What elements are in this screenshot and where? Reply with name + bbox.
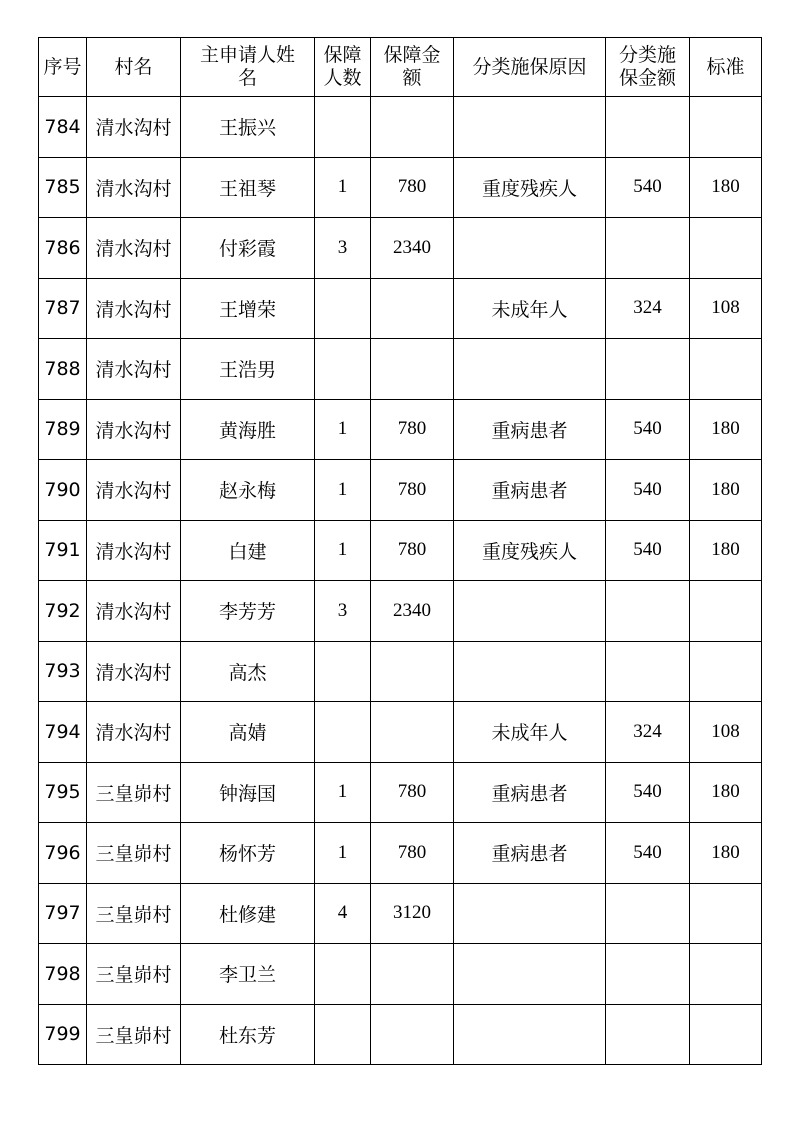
- table-row: [39, 399, 762, 460]
- cell-standard: 180: [690, 399, 762, 460]
- cell-category-amount: 324: [606, 278, 690, 339]
- cell-village: 清水沟村: [87, 581, 181, 642]
- cell-standard: [690, 883, 762, 944]
- cell-category-amount: [606, 218, 690, 279]
- cell-standard: 108: [690, 702, 762, 763]
- cell-standard: 180: [690, 762, 762, 823]
- cell-category-reason: 未成年人: [454, 702, 606, 763]
- table-row: [39, 520, 762, 581]
- cell-seq: 789: [39, 399, 87, 460]
- cell-amount: 3120: [371, 883, 454, 944]
- table-row: [39, 641, 762, 702]
- cell-seq: 786: [39, 218, 87, 279]
- cell-amount: [371, 702, 454, 763]
- cell-village: 三皇峁村: [87, 823, 181, 884]
- cell-category-reason: [454, 944, 606, 1005]
- cell-amount: 780: [371, 399, 454, 460]
- cell-category-amount: [606, 581, 690, 642]
- table-row: [39, 218, 762, 279]
- cell-amount: 780: [371, 157, 454, 218]
- table-row: [39, 1004, 762, 1065]
- table-row: [39, 702, 762, 763]
- cell-people-count: [315, 702, 371, 763]
- cell-applicant-name: 白建: [181, 520, 315, 581]
- cell-seq: 795: [39, 762, 87, 823]
- cell-people-count: 1: [315, 762, 371, 823]
- cell-village: 三皇峁村: [87, 762, 181, 823]
- cell-category-amount: [606, 641, 690, 702]
- cell-village: 清水沟村: [87, 97, 181, 158]
- cell-category-reason: [454, 339, 606, 400]
- cell-village: 三皇峁村: [87, 1004, 181, 1065]
- table-row: [39, 883, 762, 944]
- cell-amount: 780: [371, 762, 454, 823]
- cell-village: 清水沟村: [87, 460, 181, 521]
- cell-applicant-name: 王振兴: [181, 97, 315, 158]
- table-row: [39, 157, 762, 218]
- cell-seq: 796: [39, 823, 87, 884]
- cell-people-count: 4: [315, 883, 371, 944]
- header-applicant: 主申请人姓名: [181, 38, 315, 97]
- cell-applicant-name: 高杰: [181, 641, 315, 702]
- cell-people-count: 1: [315, 399, 371, 460]
- cell-amount: [371, 1004, 454, 1065]
- cell-category-reason: [454, 581, 606, 642]
- cell-category-reason: 重病患者: [454, 823, 606, 884]
- cell-village: 清水沟村: [87, 399, 181, 460]
- cell-village: 清水沟村: [87, 520, 181, 581]
- cell-category-amount: [606, 944, 690, 1005]
- cell-category-reason: [454, 1004, 606, 1065]
- header-class-amount: 分类施保金额: [606, 38, 690, 97]
- cell-amount: 780: [371, 460, 454, 521]
- cell-seq: 784: [39, 97, 87, 158]
- cell-amount: [371, 339, 454, 400]
- cell-category-amount: 540: [606, 460, 690, 521]
- cell-category-amount: 540: [606, 520, 690, 581]
- cell-village: 清水沟村: [87, 278, 181, 339]
- cell-seq: 792: [39, 581, 87, 642]
- cell-amount: [371, 97, 454, 158]
- cell-standard: [690, 218, 762, 279]
- header-reason: 分类施保原因: [454, 38, 606, 97]
- cell-seq: 788: [39, 339, 87, 400]
- table-row: [39, 278, 762, 339]
- cell-people-count: 3: [315, 218, 371, 279]
- cell-people-count: [315, 97, 371, 158]
- cell-category-amount: [606, 1004, 690, 1065]
- cell-people-count: [315, 641, 371, 702]
- cell-standard: [690, 944, 762, 1005]
- cell-amount: 2340: [371, 218, 454, 279]
- cell-applicant-name: 高婧: [181, 702, 315, 763]
- cell-category-reason: 重病患者: [454, 460, 606, 521]
- cell-category-reason: [454, 97, 606, 158]
- table-row: [39, 944, 762, 1005]
- cell-people-count: 1: [315, 823, 371, 884]
- cell-people-count: [315, 944, 371, 1005]
- cell-category-amount: 540: [606, 157, 690, 218]
- cell-category-amount: 324: [606, 702, 690, 763]
- cell-amount: 780: [371, 520, 454, 581]
- header-village: 村名: [87, 38, 181, 97]
- cell-seq: 785: [39, 157, 87, 218]
- cell-category-reason: 重病患者: [454, 762, 606, 823]
- cell-people-count: 1: [315, 520, 371, 581]
- cell-standard: [690, 339, 762, 400]
- cell-applicant-name: 杨怀芳: [181, 823, 315, 884]
- cell-standard: [690, 97, 762, 158]
- cell-category-amount: 540: [606, 399, 690, 460]
- cell-seq: 787: [39, 278, 87, 339]
- cell-seq: 790: [39, 460, 87, 521]
- cell-amount: [371, 278, 454, 339]
- cell-category-amount: 540: [606, 762, 690, 823]
- cell-seq: 798: [39, 944, 87, 1005]
- cell-standard: [690, 581, 762, 642]
- table-row: [39, 97, 762, 158]
- table-body: [39, 97, 762, 1065]
- cell-village: 清水沟村: [87, 218, 181, 279]
- cell-seq: 793: [39, 641, 87, 702]
- table-row: [39, 460, 762, 521]
- cell-seq: 797: [39, 883, 87, 944]
- cell-seq: 791: [39, 520, 87, 581]
- cell-category-reason: 未成年人: [454, 278, 606, 339]
- cell-village: 清水沟村: [87, 641, 181, 702]
- cell-standard: 180: [690, 823, 762, 884]
- cell-category-reason: 重病患者: [454, 399, 606, 460]
- cell-applicant-name: 王浩男: [181, 339, 315, 400]
- cell-category-reason: [454, 218, 606, 279]
- cell-seq: 799: [39, 1004, 87, 1065]
- cell-village: 三皇峁村: [87, 883, 181, 944]
- cell-people-count: [315, 339, 371, 400]
- header-row: [39, 38, 762, 97]
- header-seq: 序号: [39, 38, 87, 97]
- cell-standard: [690, 1004, 762, 1065]
- cell-applicant-name: 付彩霞: [181, 218, 315, 279]
- cell-standard: [690, 641, 762, 702]
- cell-amount: [371, 641, 454, 702]
- cell-people-count: 3: [315, 581, 371, 642]
- cell-category-amount: [606, 883, 690, 944]
- table-row: [39, 581, 762, 642]
- cell-applicant-name: 黄海胜: [181, 399, 315, 460]
- cell-village: 清水沟村: [87, 702, 181, 763]
- cell-applicant-name: 赵永梅: [181, 460, 315, 521]
- cell-category-amount: 540: [606, 823, 690, 884]
- cell-category-amount: [606, 97, 690, 158]
- header-standard: 标准: [690, 38, 762, 97]
- cell-village: 清水沟村: [87, 157, 181, 218]
- cell-category-reason: [454, 641, 606, 702]
- header-amount: 保障金额: [371, 38, 454, 97]
- cell-applicant-name: 王祖琴: [181, 157, 315, 218]
- cell-people-count: 1: [315, 460, 371, 521]
- cell-amount: [371, 944, 454, 1005]
- assistance-roster-table: [38, 37, 762, 1065]
- header-people: 保障人数: [315, 38, 371, 97]
- cell-seq: 794: [39, 702, 87, 763]
- cell-applicant-name: 杜东芳: [181, 1004, 315, 1065]
- table-row: [39, 823, 762, 884]
- cell-applicant-name: 杜修建: [181, 883, 315, 944]
- cell-applicant-name: 钟海国: [181, 762, 315, 823]
- cell-amount: 780: [371, 823, 454, 884]
- cell-applicant-name: 李卫兰: [181, 944, 315, 1005]
- cell-category-reason: 重度残疾人: [454, 520, 606, 581]
- cell-standard: 108: [690, 278, 762, 339]
- cell-applicant-name: 王增荣: [181, 278, 315, 339]
- cell-people-count: 1: [315, 157, 371, 218]
- table-row: [39, 762, 762, 823]
- cell-category-amount: [606, 339, 690, 400]
- table-row: [39, 339, 762, 400]
- cell-standard: 180: [690, 460, 762, 521]
- cell-village: 三皇峁村: [87, 944, 181, 1005]
- cell-people-count: [315, 1004, 371, 1065]
- cell-village: 清水沟村: [87, 339, 181, 400]
- cell-people-count: [315, 278, 371, 339]
- cell-category-reason: [454, 883, 606, 944]
- cell-amount: 2340: [371, 581, 454, 642]
- cell-category-reason: 重度残疾人: [454, 157, 606, 218]
- cell-applicant-name: 李芳芳: [181, 581, 315, 642]
- cell-standard: 180: [690, 520, 762, 581]
- cell-standard: 180: [690, 157, 762, 218]
